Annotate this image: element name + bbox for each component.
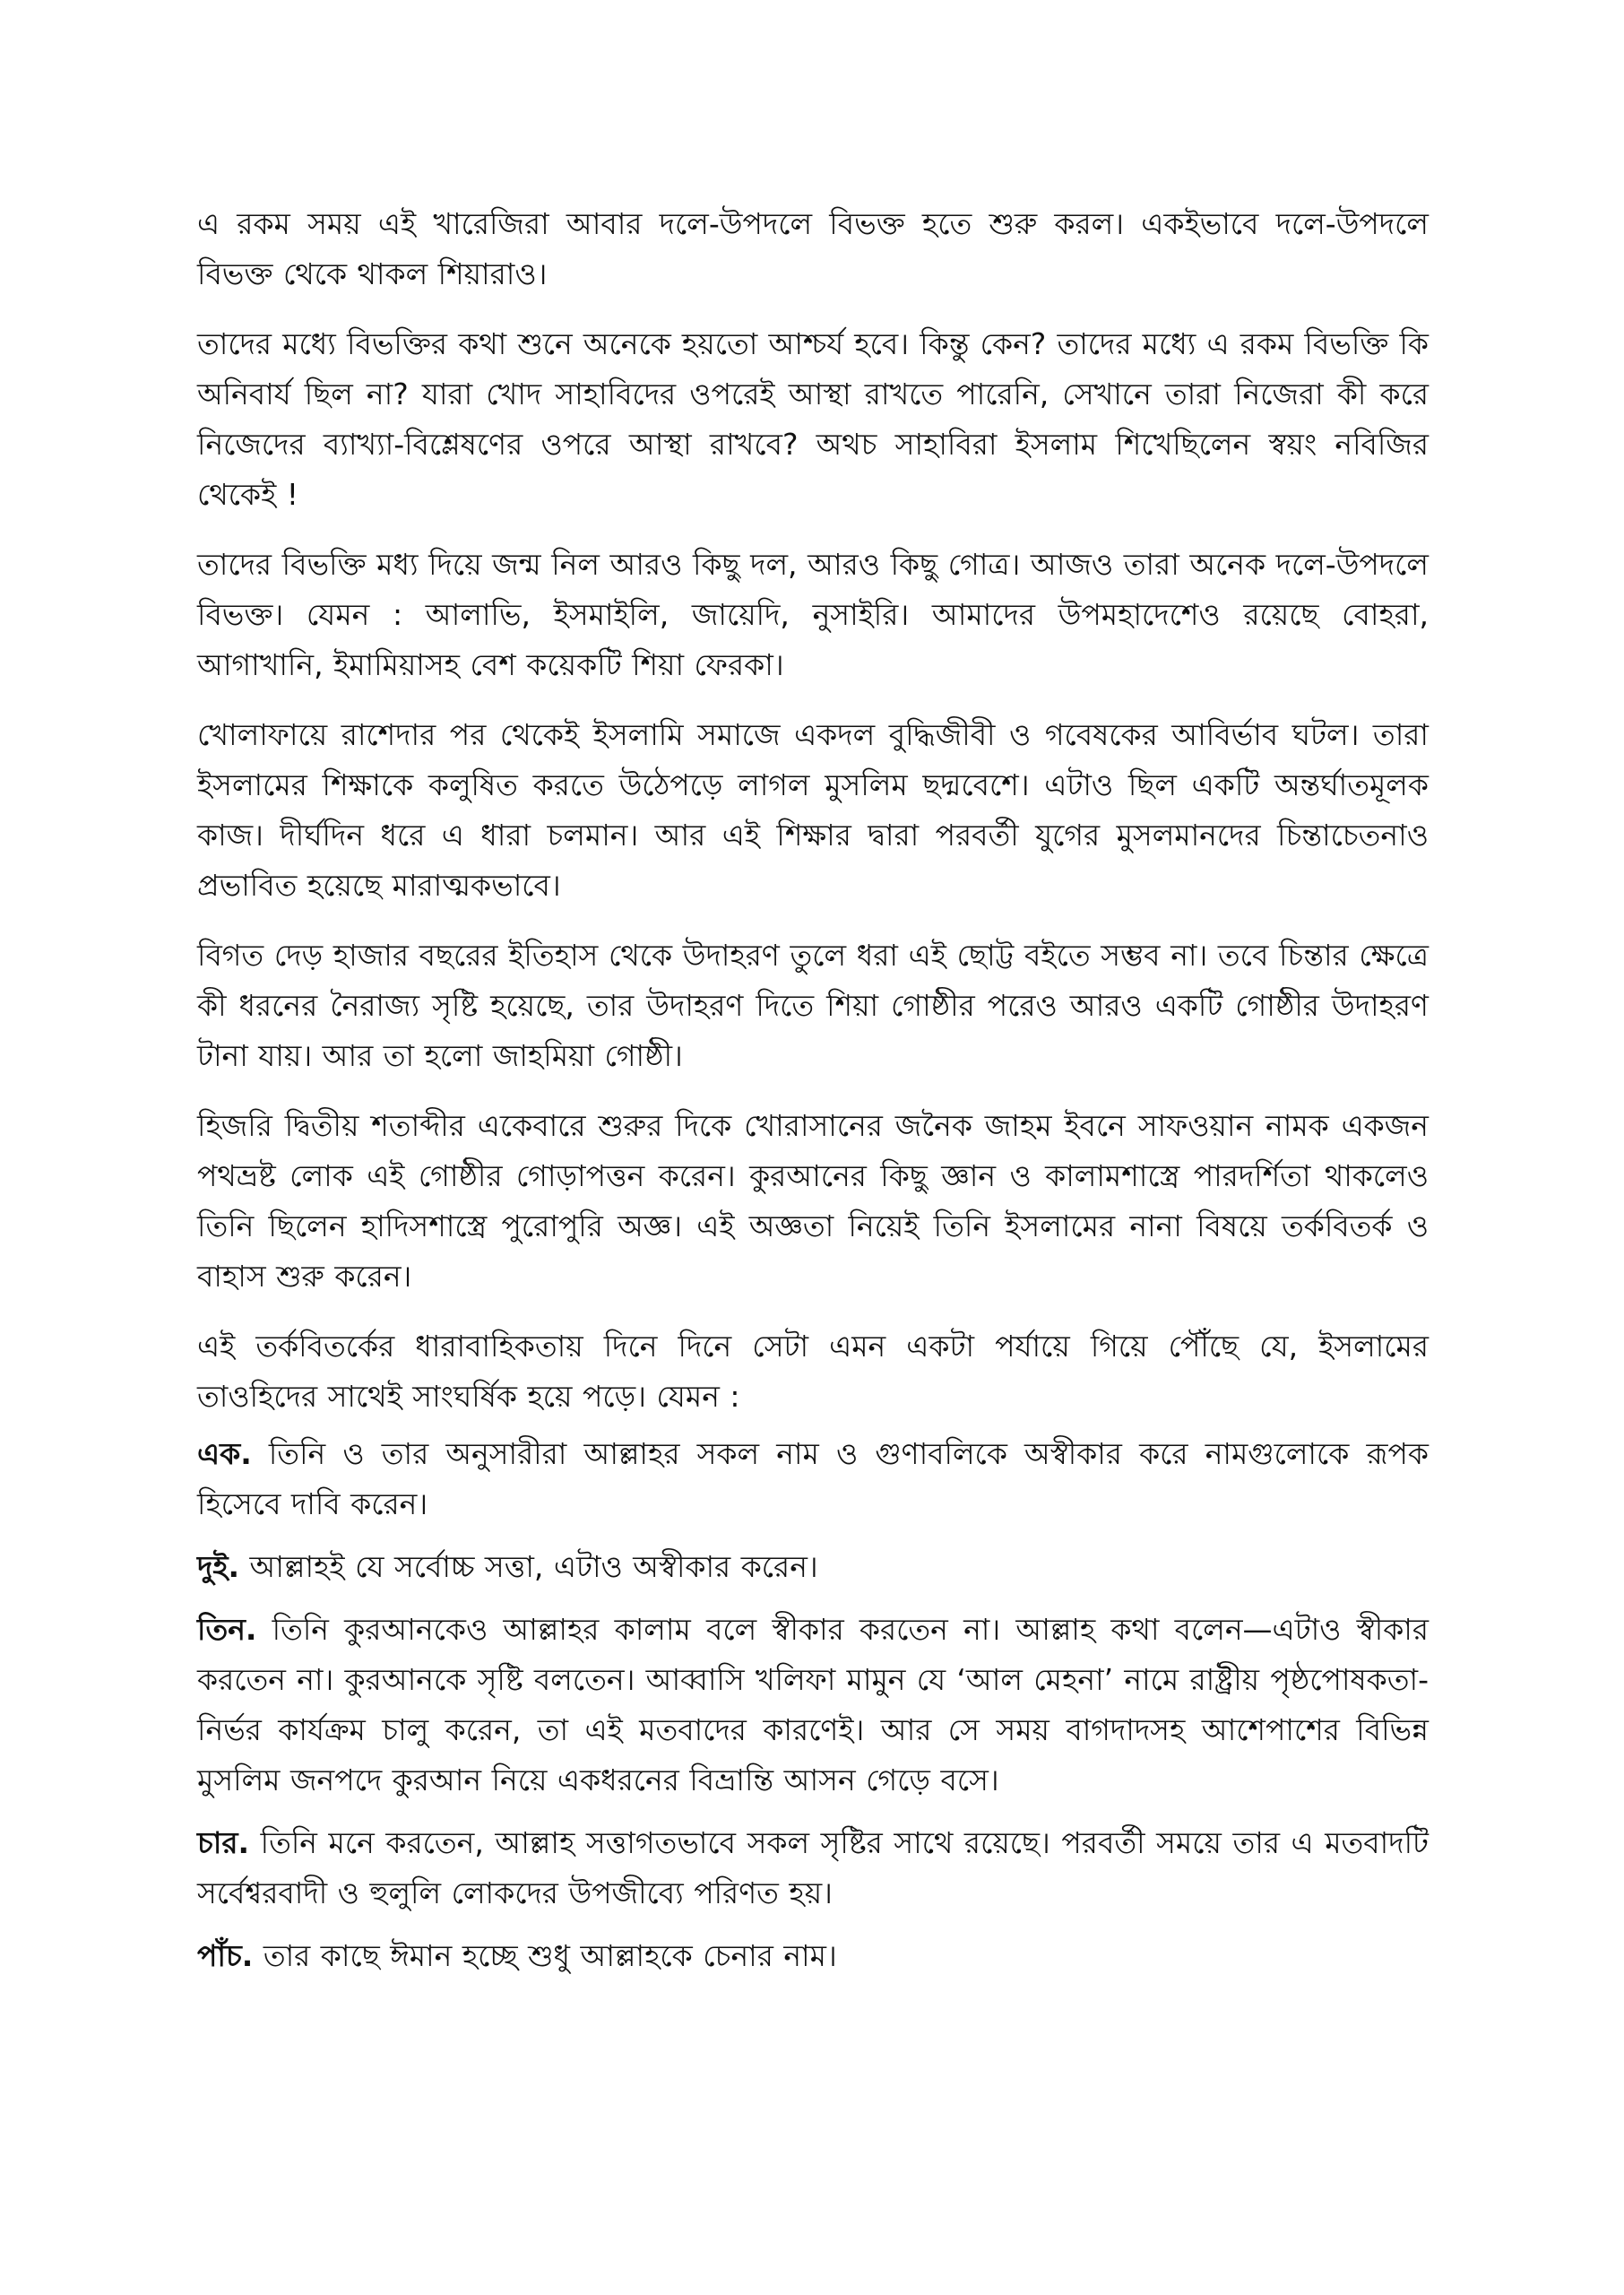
point-text: তিনি মনে করতেন, আল্লাহ সত্তাগতভাবে সকল সৃষ্টির সাথে রয়েছে। পরবর্তী সময়ে তার এ মতবাদটি সর্বেশ্বরবাদী ও হুলুলি লোকদের উপজীব্যে পরিণত হয়।	[197, 1825, 1429, 1910]
list-item-point-5	[197, 1931, 1429, 1981]
paragraph: তাদের মধ্যে বিভক্তির কথা শুনে অনেকে হয়তো আশ্চর্য হবে। কিন্তু কেন? তাদের মধ্যে এ রকম বিভক্তি কি অনিবার্য ছিল না? যারা খোদ সাহাবিদের ওপরেই আস্থা রাখতে পারেনি, সেখানে তারা নিজেরা কী করে নিজেদের ব্যাখ্যা-বিশ্লেষণের ওপরে আস্থা রাখবে? অথচ সাহাবিরা ইসলাম শিখেছিলেন স্বয়ং নবিজির থেকেই !	[197, 326, 1429, 512]
paragraph: তাদের বিভক্তি মধ্য দিয়ে জন্ম নিল আরও কিছু দল, আরও কিছু গোত্র। আজও তারা অনেক দলে-উপদলে বিভক্ত। যেমন : আলাভি, ইসমাইলি, জায়েদি, নুসাইরি। আমাদের উপমহাদেশেও রয়েছে বোহরা, আগাখানি, ইমামিয়াসহ বেশ কয়েকটি শিয়া ফেরকা।	[197, 547, 1429, 682]
list-item-point-4	[197, 1818, 1429, 1918]
document-page	[197, 199, 1429, 2001]
paragraph: হিজরি দ্বিতীয় শতাব্দীর একেবারে শুরুর দিকে খোরাসানের জনৈক জাহম ইবনে সাফওয়ান নামক একজন পথভ্রষ্ট লোক এই গোষ্ঠীর গোড়াপত্তন করেন। কুরআনের কিছু জ্ঞান ও কালামশাস্ত্রে পারদর্শিতা থাকলেও তিনি ছিলেন হাদিসশাস্ত্রে পুরোপুরি অজ্ঞ। এই অজ্ঞতা নিয়েই তিনি ইসলামের নানা বিষয়ে তর্কবিতর্ক ও বাহাস শুরু করেন।	[197, 1108, 1429, 1294]
paragraph: বিগত দেড় হাজার বছরের ইতিহাস থেকে উদাহরণ তুলে ধরা এই ছোট্ট বইতে সম্ভব না। তবে চিন্তার ক্ষেত্রে কী ধরনের নৈরাজ্য সৃষ্টি হয়েছে, তার উদাহরণ দিতে শিয়া গোষ্ঠীর পরেও আরও একটি গোষ্ঠীর উদাহরণ টানা যায়। আর তা হলো জাহমিয়া গোষ্ঠী।	[197, 938, 1429, 1073]
point-text: আল্লাহই যে সর্বোচ্চ সত্তা, এটাও অস্বীকার করেন।	[239, 1549, 818, 1584]
point-label: চার.	[197, 1825, 250, 1860]
paragraph: খোলাফায়ে রাশেদার পর থেকেই ইসলামি সমাজে একদল বুদ্ধিজীবী ও গবেষকের আবির্ভাব ঘটল। তারা ইসলামের শিক্ষাকে কলুষিত করতে উঠেপড়ে লাগল মুসলিম ছদ্মবেশে। এটাও ছিল একটি অন্তর্ঘাতমূলক কাজ। দীর্ঘদিন ধরে এ ধারা চলমান। আর এই শিক্ষার দ্বারা পরবর্তী যুগের মুসলমানদের চিন্তাচেতনাও প্রভাবিত হয়েছে মারাত্মকভাবে।	[197, 717, 1429, 903]
paragraph: এই তর্কবিতর্কের ধারাবাহিকতায় দিনে দিনে সেটা এমন একটা পর্যায়ে গিয়ে পৌঁছে যে, ইসলামের তাওহিদের সাথেই সাংঘর্ষিক হয়ে পড়ে। যেমন :	[197, 1329, 1429, 1414]
list-item-point-2	[197, 1542, 1429, 1592]
list-item-point-1	[197, 1429, 1429, 1529]
point-label: পাঁচ.	[197, 1938, 254, 1973]
point-label: তিন.	[197, 1612, 257, 1647]
point-text: তিনি কুরআনকেও আল্লাহর কালাম বলে স্বীকার করতেন না। আল্লাহ কথা বলেন—এটাও স্বীকার করতেন না। কুরআনকে সৃষ্টি বলতেন। আব্বাসি খলিফা মামুন যে ‘আল মেহনা’ নামে রাষ্ট্রীয় পৃষ্ঠপোষকতা-নির্ভর কার্যক্রম চালু করেন, তা এই মতবাদের কারণেই। আর সে সময় বাগদাদসহ আশেপাশের বিভিন্ন মুসলিম জনপদে কুরআন নিয়ে একধরনের বিভ্রান্তি আসন গেড়ে বসে।	[197, 1612, 1429, 1797]
point-label: এক.	[197, 1436, 252, 1471]
paragraph: এ রকম সময় এই খারেজিরা আবার দলে-উপদলে বিভক্ত হতে শুরু করল। একইভাবে দলে-উপদলে বিভক্ত থেকে থাকল শিয়ারাও।	[197, 206, 1429, 291]
point-label: দুই.	[197, 1549, 240, 1584]
point-text: তার কাছে ঈমান হচ্ছে শুধু আল্লাহকে চেনার নাম।	[253, 1938, 837, 1973]
list-item-point-3	[197, 1605, 1429, 1806]
point-text: তিনি ও তার অনুসারীরা আল্লাহর সকল নাম ও গুণাবলিকে অস্বীকার করে নামগুলোকে রূপক হিসেবে দাবি করেন।	[197, 1436, 1429, 1521]
